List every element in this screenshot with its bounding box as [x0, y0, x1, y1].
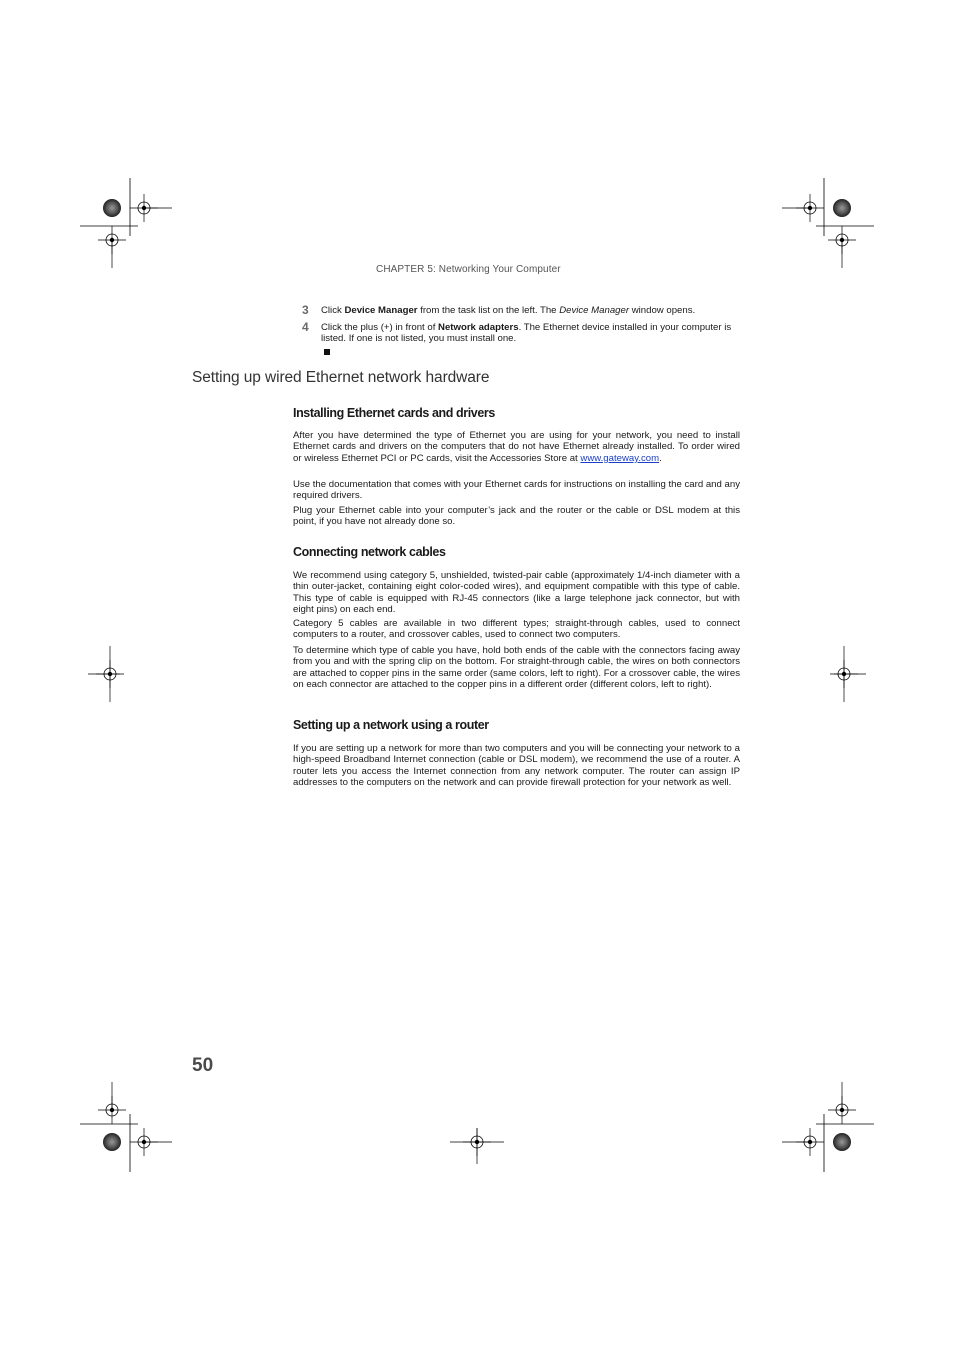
paragraph: Use the documentation that comes with your Ethernet cards for instructions on installing the card and any required drivers. [293, 479, 740, 502]
paragraph: To determine which type of cable you have, hold both ends of the cable with the connectors facing away from you and with the spring clip on the bottom. For straight-through cable, the wires on both connectors are attached to copper pins in the same order (same colors, left to right). For a crossover cable, the wires on each connector are attached to the copper pins in a different order (different colors, left to right). [293, 645, 740, 691]
page-number: 50 [192, 1055, 214, 1076]
section-title: Setting up wired Ethernet network hardware [192, 369, 490, 386]
paragraph: After you have determined the type of Ethernet you are using for your network, you need to install Ethernet cards and drivers on the computers that do not have Ethernet already installed. To order wired or wireless Ethernet PCI or PC cards, visit the Accessories Store at www.gateway.com. [293, 430, 740, 464]
subsection-title: Connecting network cables [293, 545, 446, 559]
step-number: 4 [302, 320, 309, 334]
end-of-steps-marker [324, 349, 330, 355]
crop-mark-mid-left-icon [88, 646, 124, 702]
step-text: Click Device Manager from the task list on the left. The Device Manager window opens. [321, 305, 696, 316]
crop-mark-bottom-left-icon [80, 1082, 172, 1172]
subsection-title: Installing Ethernet cards and drivers [293, 406, 495, 420]
subsection-title: Setting up a network using a router [293, 718, 489, 732]
crop-mark-bottom-center-icon [450, 1128, 504, 1164]
crop-mark-top-right-icon [782, 178, 874, 268]
crop-mark-mid-right-icon [830, 646, 866, 702]
paragraph: Plug your Ethernet cable into your computer’s jack and the router or the cable or DSL modem at this point, if you have not already done so. [293, 505, 740, 528]
paragraph: We recommend using category 5, unshielded, twisted-pair cable (approximately 1/4-inch diameter with a thin outer-jacket, containing eight color-coded wires), and equipment compatible with this type of cable. This type of cable is equipped with RJ-45 connectors (like a large telephone jack connector, but with eight pins) on each end. [293, 570, 740, 616]
crop-mark-top-left-icon [80, 178, 172, 268]
chapter-header: CHAPTER 5: Networking Your Computer [376, 264, 561, 275]
paragraph: If you are setting up a network for more than two computers and you will be connecting your network to a high-speed Broadband Internet connection (cable or DSL modem), we recommend the use of a router. A router lets you access the Internet connection from any network computer. The router can assign IP addresses to the computers on the network and can provide firewall protection for your network as well. [293, 743, 740, 789]
gateway-link[interactable]: www.gateway.com [580, 452, 660, 464]
paragraph: Category 5 cables are available in two different types; straight-through cables, used to connect computers to a router, and crossover cables, used to connect two computers. [293, 618, 740, 641]
step-text: Click the plus (+) in front of Network adapters. The Ethernet device installed in your computer is listed. If one is not listed, you must install one. [321, 322, 732, 345]
step-number: 3 [302, 303, 309, 317]
crop-mark-bottom-right-icon [782, 1082, 874, 1172]
